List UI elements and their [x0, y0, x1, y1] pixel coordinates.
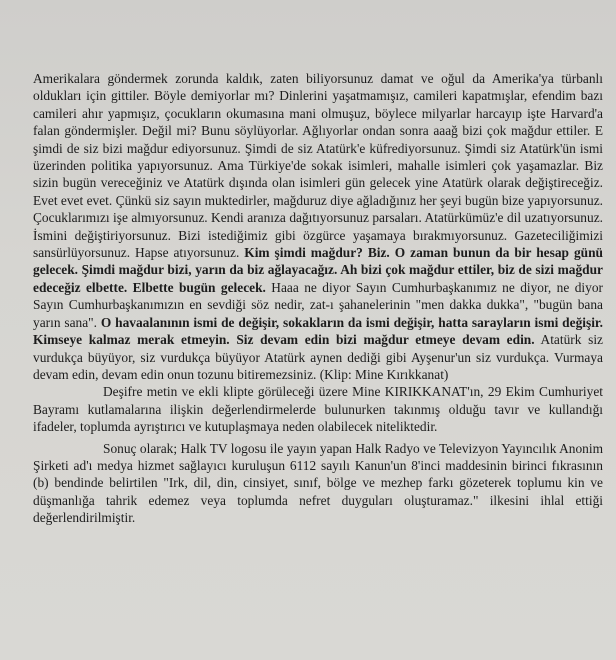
transcript-text-2: Haaa ne diyor Sayın Cumhurbaşkanımız ne diyor, ne diyor Sayın Cumhurbaşkanımızın en sevdiği söz nedir, zat-ı şahanelerinin "men dakka dukka", "bugün bana yarın sana". [33, 279, 604, 330]
transcript-text-3: Atatürk siz vurdukça büyüyor, siz vurdukça büyüyor Atatürk aynen dediği gibi Ayşenur'un siz vurdukça. Vurmaya devam edin, devam edin onun tozunu bitiremezsiniz. (Klip: Mine Kırıkkanat) [33, 332, 603, 382]
document-text [33, 70, 603, 527]
transcript-bold-2: O havaalanının ismi de değişir, sokakların da ismi değişir, hatta sarayların ismi değişir. Kimseye kalmaz merak etmeyin. Siz devam edin bizi mağdur etmeye devam edin. [33, 314, 603, 348]
transcript-bold-1: Kim şimdi mağdur? Biz. O zaman bunun da bir hesap günü gelecek. Şimdi mağdur bizi, yarın da biz ağlayacağız. Ah bizi çok mağdur ettiler, biz de sizi mağdur edeceğiz elbette. Elbette bugün gelecek. [33, 245, 603, 295]
analysis-paragraph: Deşifre metin ve ekli klipte görüleceği üzere Mine KIRIKKANAT'ın, 29 Ekim Cumhuriyet Bayramı kutlamalarına ilişkin değerlendirmelerde bulunurken takınmış olduğu tavır ve kullandığı ifadeler, toplumda ayrıştırıcı ve kutuplaşmaya neden olabilecek niteliktedir. [33, 384, 603, 435]
transcript-paragraph [33, 70, 603, 383]
conclusion-paragraph: Sonuç olarak; Halk TV logosu ile yayın yapan Halk Radyo ve Televizyon Yayıncılık Anonim Şirketi ad'ı medya hizmet sağlayıcı kuruluşun 6112 sayılı Kanun'un 8'inci maddesinin birinci fıkrasının (b) bendinde belirtilen "Irk, dil, din, cinsiyet, sınıf, bölge ve mezhep farkı gözeterek toplumu kin ve düşmanlığa tahrik edemez veya toplumda nefret duyguları oluşturamaz." ilkesini ihlal ettiği değerlendirilmiştir. [33, 440, 603, 526]
transcript-text-1: Amerikalara göndermek zorunda kaldık, zaten biliyorsunuz damat ve oğul da Amerika'ya türbanlı oldukları için gittiler. Böyle demiyorlar mı? Dinlerini yaşatmamışız, camileri kapatmışlar, efendim bazı camileri ahır yapmışız, çocukların okumasına mani olmuşuz, böylece milyarlar harcayıp işte Harvard'a falan göndermişler. Değil mi? Bunu söylüyorlar. Ağlıyorlar ondan sonra aaağ bizi çok mağdur ettiler. E şimdi de siz bizi mağdur ediyorsunuz. Şimdi de siz Atatürk'e küfrediyorsunuz. Şimdi siz Atatürk'ün ismi üzerinden politika yapıyorsunuz. Ama Türkiye'de sokak isimleri, mahalle isimleri çok yaşamazlar. Biz sizin bugün vereceğiniz ve Atatürk dışında olan isimleri gün gelecek yine Atatürk olarak değiştireceğiz. Evet evet evet. Çünkü siz sayın muktedirler, mağduruz diye ağladığınız her şeyi bugün bize yapıyorsunuz. Çocuklarımızı işe almıyorsunuz. Kendi aranıza dağıtıyorsunuz parsaları. Atatürkümüz'e dil uzatıyorsunuz. İsmini değiştiriyorsunuz. Bizi istediğimiz gibi özgürce yaşamaya bırakmıyorsunuz. Gazeteciliğimizi sansürlüyorsunuz. Hapse atıyorsunuz. [33, 71, 603, 261]
